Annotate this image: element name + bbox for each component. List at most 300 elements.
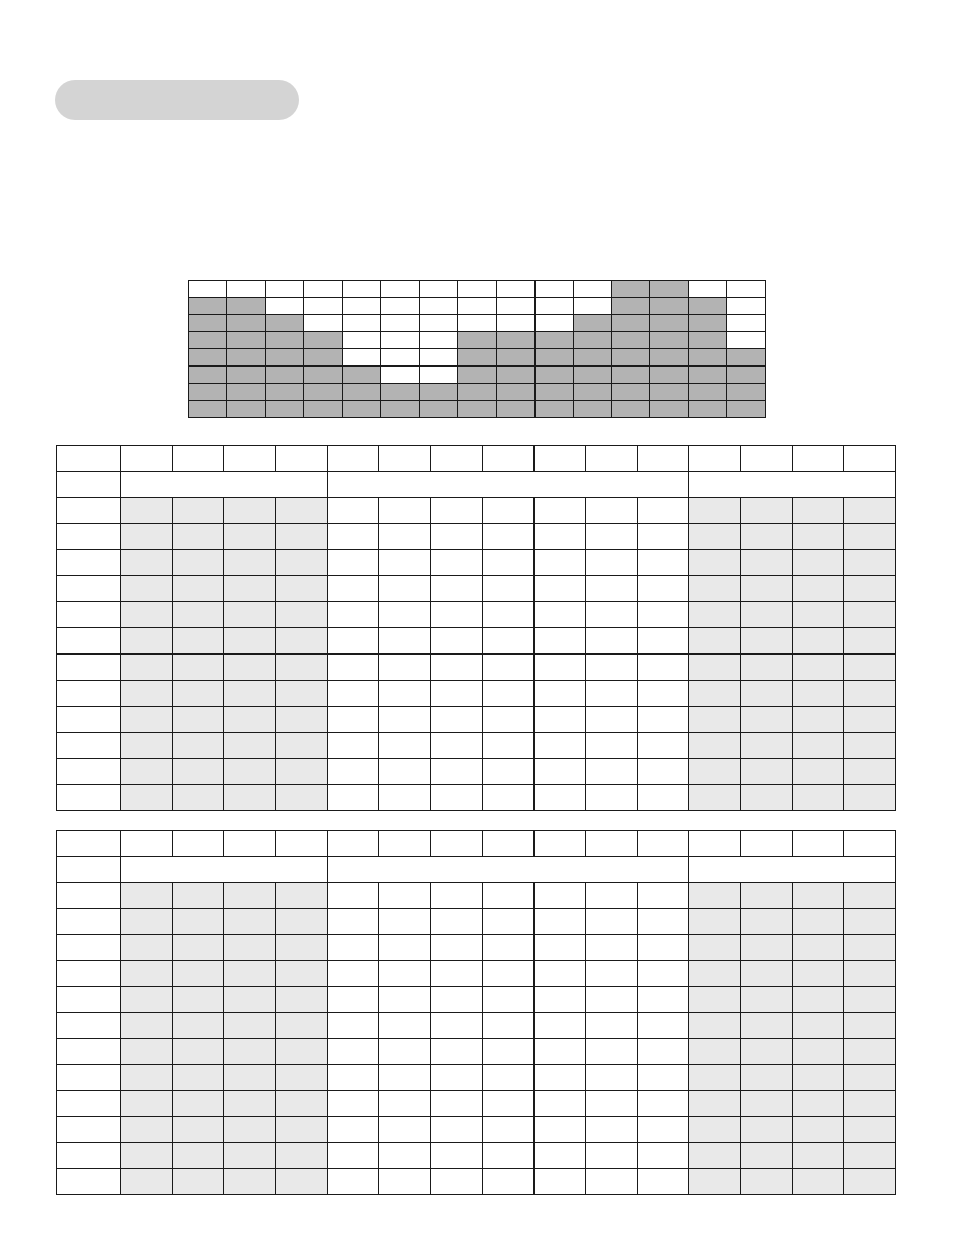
table-cell (740, 785, 792, 811)
table-cell (482, 707, 534, 733)
chart-grid-cell (419, 281, 457, 298)
table-cell (121, 1143, 173, 1169)
chart-grid-cell (304, 349, 342, 367)
table-cell (844, 681, 896, 707)
chart-grid-cell (573, 298, 611, 315)
table-cell (534, 707, 586, 733)
table-cell (327, 935, 379, 961)
table-cell (224, 733, 276, 759)
table-cell (430, 1169, 482, 1195)
column-header-cell (689, 446, 741, 472)
column-header-cell (172, 831, 224, 857)
table-cell (482, 759, 534, 785)
chart-grid-cell (342, 315, 380, 332)
table-row (57, 524, 896, 550)
table-cell (379, 602, 431, 628)
chart-grid-cell (458, 349, 496, 367)
table-cell (327, 1039, 379, 1065)
table-cell (740, 498, 792, 524)
column-header-cell (224, 831, 276, 857)
table-cell (430, 733, 482, 759)
table-cell (689, 524, 741, 550)
table-cell (379, 1039, 431, 1065)
table-cell (534, 1117, 586, 1143)
table-cell (379, 935, 431, 961)
chart-grid (188, 280, 766, 418)
chart-grid-cell (227, 349, 265, 367)
chart-grid-cell (650, 349, 688, 367)
group-header-cell (327, 472, 689, 498)
table-cell (172, 1169, 224, 1195)
column-header-cell (379, 831, 431, 857)
table-cell (689, 707, 741, 733)
table-cell (224, 524, 276, 550)
row-label-cell (57, 707, 121, 733)
table-cell (121, 498, 173, 524)
chart-grid-cell (688, 315, 726, 332)
table-cell (224, 1091, 276, 1117)
table-cell (327, 987, 379, 1013)
table-cell (844, 987, 896, 1013)
row-label-cell (57, 681, 121, 707)
table-row (57, 733, 896, 759)
chart-grid-cell (227, 384, 265, 401)
chart-grid-cell (650, 401, 688, 418)
table-cell (172, 654, 224, 681)
section-title-pill (55, 80, 299, 120)
row-label-cell (57, 498, 121, 524)
column-header-cell (121, 831, 173, 857)
table-cell (844, 961, 896, 987)
table-cell (637, 1091, 689, 1117)
chart-grid-cell (419, 366, 457, 384)
table-cell (740, 961, 792, 987)
table-cell (534, 576, 586, 602)
table-cell (430, 987, 482, 1013)
table-cell (430, 935, 482, 961)
table-cell (275, 1039, 327, 1065)
table-cell (482, 1013, 534, 1039)
table-header-row (57, 446, 896, 472)
table-cell (482, 987, 534, 1013)
table-cell (121, 961, 173, 987)
row-label-cell (57, 1143, 121, 1169)
table-cell (844, 785, 896, 811)
chart-grid-cell (535, 401, 573, 418)
chart-grid-row (189, 281, 766, 298)
table-cell (275, 498, 327, 524)
table-cell (534, 883, 586, 909)
table-cell (172, 681, 224, 707)
table-cell (430, 883, 482, 909)
table-cell (224, 681, 276, 707)
chart-grid-row (189, 298, 766, 315)
table-cell (740, 733, 792, 759)
table-cell (792, 1117, 844, 1143)
table-cell (792, 759, 844, 785)
table-cell (275, 1091, 327, 1117)
chart-grid-cell (496, 315, 534, 332)
table-row (57, 961, 896, 987)
table-cell (482, 1065, 534, 1091)
table-cell (121, 1039, 173, 1065)
chart-grid-cell (535, 298, 573, 315)
row-label-cell (57, 446, 121, 472)
table-cell (327, 498, 379, 524)
table-cell (792, 707, 844, 733)
table-cell (121, 550, 173, 576)
table-cell (379, 759, 431, 785)
table-cell (844, 935, 896, 961)
table-cell (379, 654, 431, 681)
table-cell (689, 602, 741, 628)
table-cell (534, 1169, 586, 1195)
table-cell (224, 1065, 276, 1091)
table-cell (327, 681, 379, 707)
table-cell (275, 759, 327, 785)
table-cell (740, 550, 792, 576)
table-cell (275, 1169, 327, 1195)
table-cell (740, 883, 792, 909)
row-label-cell (57, 576, 121, 602)
table-group-row (57, 857, 896, 883)
table-cell (689, 1091, 741, 1117)
table-cell (172, 1143, 224, 1169)
chart-grid-cell (688, 384, 726, 401)
table-cell (740, 524, 792, 550)
table-cell (585, 785, 637, 811)
table-cell (379, 1117, 431, 1143)
chart-grid-cell (265, 332, 303, 349)
table-cell (224, 1013, 276, 1039)
chart-grid-cell (496, 401, 534, 418)
table-cell (224, 576, 276, 602)
table-cell (689, 961, 741, 987)
chart-grid-cell (227, 332, 265, 349)
table-cell (327, 1117, 379, 1143)
chart-grid-cell (304, 366, 342, 384)
table-cell (172, 498, 224, 524)
table-cell (121, 524, 173, 550)
table-cell (430, 909, 482, 935)
table-cell (172, 576, 224, 602)
table-cell (740, 1013, 792, 1039)
table-row (57, 576, 896, 602)
chart-grid-cell (304, 384, 342, 401)
row-label-cell (57, 628, 121, 655)
chart-grid-cell (189, 332, 227, 349)
table-cell (482, 961, 534, 987)
table-cell (275, 987, 327, 1013)
column-header-cell (844, 446, 896, 472)
table-cell (637, 654, 689, 681)
chart-grid-cell (381, 298, 419, 315)
table-cell (224, 1039, 276, 1065)
table-cell (430, 785, 482, 811)
table-cell (224, 550, 276, 576)
chart-grid-cell (496, 281, 534, 298)
table-cell (534, 785, 586, 811)
table-cell (275, 883, 327, 909)
table-cell (689, 785, 741, 811)
table-cell (121, 602, 173, 628)
table-cell (224, 883, 276, 909)
table-row (57, 883, 896, 909)
table-cell (689, 1117, 741, 1143)
table-cell (844, 1117, 896, 1143)
table-group-row (57, 472, 896, 498)
table-cell (275, 733, 327, 759)
table-cell (792, 1143, 844, 1169)
table-cell (689, 759, 741, 785)
table-cell (740, 654, 792, 681)
table-cell (482, 524, 534, 550)
table-cell (740, 602, 792, 628)
row-label-cell (57, 1013, 121, 1039)
table-cell (275, 935, 327, 961)
table-cell (379, 576, 431, 602)
table-cell (637, 498, 689, 524)
table-cell (792, 1091, 844, 1117)
table-cell (740, 935, 792, 961)
table-cell (482, 654, 534, 681)
chart-grid-cell (381, 315, 419, 332)
chart-grid-cell (227, 315, 265, 332)
table-cell (327, 1143, 379, 1169)
chart-grid-cell (419, 349, 457, 367)
column-header-cell (121, 446, 173, 472)
table-cell (224, 909, 276, 935)
table-cell (844, 498, 896, 524)
table-cell (430, 1039, 482, 1065)
table-cell (792, 1013, 844, 1039)
chart-grid-cell (650, 281, 688, 298)
table-cell (430, 1117, 482, 1143)
table-row (57, 909, 896, 935)
chart-grid-cell (227, 401, 265, 418)
table-cell (844, 628, 896, 655)
chart-grid-cell (611, 349, 649, 367)
table-cell (534, 935, 586, 961)
chart-grid-cell (342, 401, 380, 418)
table-cell (121, 1117, 173, 1143)
table-cell (689, 498, 741, 524)
table-cell (121, 707, 173, 733)
table-cell (224, 935, 276, 961)
chart-grid-cell (458, 332, 496, 349)
chart-grid-cell (535, 384, 573, 401)
table-cell (585, 935, 637, 961)
chart-grid-cell (265, 366, 303, 384)
chart-grid-row (189, 366, 766, 384)
column-header-cell (792, 446, 844, 472)
table-cell (224, 987, 276, 1013)
table-cell (585, 1065, 637, 1091)
chart-grid-cell (304, 298, 342, 315)
table-cell (844, 1039, 896, 1065)
chart-grid-cell (189, 401, 227, 418)
table-cell (844, 654, 896, 681)
chart-grid-cell (688, 401, 726, 418)
table-cell (585, 883, 637, 909)
table-cell (792, 883, 844, 909)
table-cell (740, 1091, 792, 1117)
table-cell (740, 1065, 792, 1091)
table-cell (379, 681, 431, 707)
row-label-cell (57, 733, 121, 759)
chart-grid-cell (381, 401, 419, 418)
table-cell (172, 785, 224, 811)
column-header-cell (275, 831, 327, 857)
table-cell (534, 681, 586, 707)
table-cell (121, 628, 173, 655)
table-cell (121, 759, 173, 785)
chart-grid-cell (496, 298, 534, 315)
table-cell (740, 1143, 792, 1169)
chart-grid-cell (727, 366, 766, 384)
table-cell (844, 883, 896, 909)
table-cell (585, 576, 637, 602)
column-header-cell (224, 446, 276, 472)
table-row (57, 785, 896, 811)
chart-grid-cell (381, 332, 419, 349)
table-cell (121, 883, 173, 909)
chart-grid-cell (458, 281, 496, 298)
table-cell (172, 733, 224, 759)
group-header-cell (121, 857, 328, 883)
table-cell (275, 961, 327, 987)
column-header-cell (585, 831, 637, 857)
table-cell (844, 602, 896, 628)
table-cell (172, 1065, 224, 1091)
table-cell (224, 628, 276, 655)
table-cell (844, 1143, 896, 1169)
table-cell (637, 883, 689, 909)
chart-grid-cell (189, 298, 227, 315)
table-cell (844, 524, 896, 550)
table-cell (172, 602, 224, 628)
table-cell (585, 498, 637, 524)
table-cell (585, 1039, 637, 1065)
column-header-cell (379, 446, 431, 472)
table-cell (740, 628, 792, 655)
chart-grid-cell (342, 332, 380, 349)
table-cell (585, 759, 637, 785)
table-cell (585, 654, 637, 681)
chart-grid-cell (227, 281, 265, 298)
group-header-cell (327, 857, 689, 883)
chart-grid-cell (727, 298, 766, 315)
table-cell (740, 1039, 792, 1065)
row-label-cell (57, 883, 121, 909)
table-cell (740, 1117, 792, 1143)
table-cell (430, 628, 482, 655)
table-cell (172, 1091, 224, 1117)
table-cell (534, 909, 586, 935)
table-cell (430, 961, 482, 987)
chart-grid-cell (727, 281, 766, 298)
table-cell (121, 733, 173, 759)
table-cell (482, 1091, 534, 1117)
table-cell (637, 733, 689, 759)
table-cell (585, 961, 637, 987)
table-cell (275, 707, 327, 733)
column-header-cell (327, 831, 379, 857)
table-cell (740, 576, 792, 602)
table-cell (689, 628, 741, 655)
table-cell (689, 733, 741, 759)
chart-grid-cell (496, 332, 534, 349)
table-cell (637, 1039, 689, 1065)
chart-grid-cell (496, 384, 534, 401)
column-header-cell (637, 831, 689, 857)
chart-grid-cell (535, 332, 573, 349)
table-cell (121, 681, 173, 707)
table-cell (327, 628, 379, 655)
chart-grid-cell (458, 315, 496, 332)
chart-grid-cell (189, 349, 227, 367)
table-cell (121, 935, 173, 961)
table-cell (172, 707, 224, 733)
table-cell (327, 602, 379, 628)
table-cell (430, 1143, 482, 1169)
chart-grid-cell (688, 366, 726, 384)
chart-grid-cell (342, 298, 380, 315)
chart-grid-cell (227, 366, 265, 384)
table-cell (792, 1039, 844, 1065)
table-cell (224, 1117, 276, 1143)
table-cell (379, 550, 431, 576)
table-row (57, 681, 896, 707)
table-cell (585, 1117, 637, 1143)
table-cell (430, 550, 482, 576)
table-cell (689, 987, 741, 1013)
table-row (57, 1039, 896, 1065)
table-cell (379, 1169, 431, 1195)
data-table-2 (56, 830, 896, 1195)
table-cell (689, 935, 741, 961)
table-cell (482, 1143, 534, 1169)
table-cell (327, 1091, 379, 1117)
table-cell (792, 550, 844, 576)
table-cell (275, 628, 327, 655)
column-header-cell (172, 446, 224, 472)
table-cell (792, 987, 844, 1013)
chart-grid-cell (227, 298, 265, 315)
chart-grid-cell (727, 332, 766, 349)
table-cell (689, 1065, 741, 1091)
table-cell (121, 1091, 173, 1117)
table-cell (172, 524, 224, 550)
table-cell (224, 759, 276, 785)
table-cell (637, 1013, 689, 1039)
chart-grid-cell (611, 281, 649, 298)
column-header-cell (637, 446, 689, 472)
table-row (57, 707, 896, 733)
table-cell (689, 1039, 741, 1065)
table-cell (430, 707, 482, 733)
chart-grid-cell (573, 366, 611, 384)
table-cell (327, 1065, 379, 1091)
chart-grid-cell (265, 384, 303, 401)
row-label-cell (57, 785, 121, 811)
table-cell (792, 498, 844, 524)
table-cell (792, 602, 844, 628)
table-cell (224, 498, 276, 524)
table-cell (585, 1091, 637, 1117)
table-cell (482, 628, 534, 655)
table-cell (844, 909, 896, 935)
